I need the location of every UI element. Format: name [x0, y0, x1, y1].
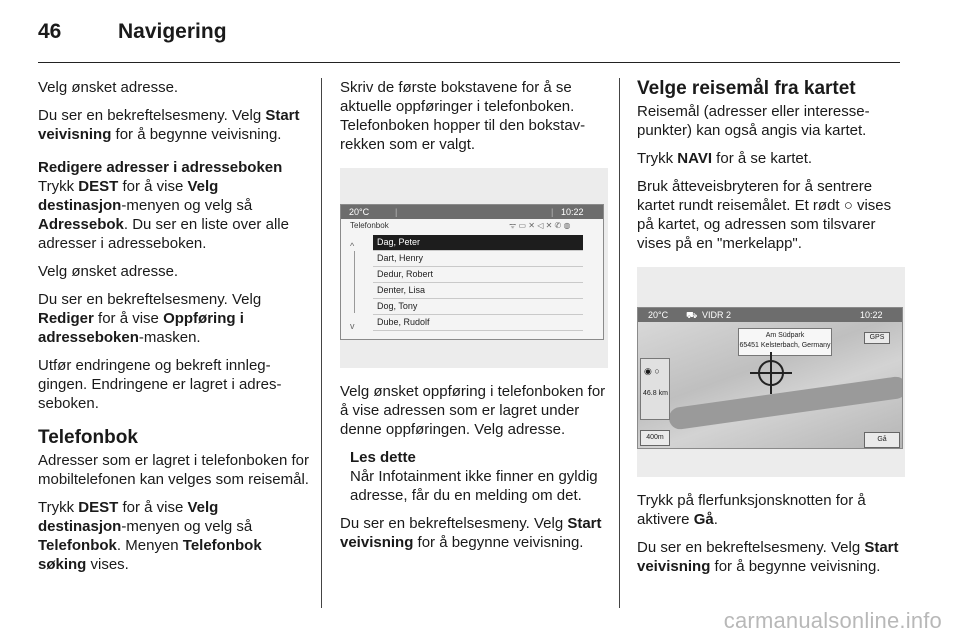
paragraph: Du ser en bekreftelsesmeny. Velg Rediger for å vise Oppføring i adresseboken-masken. [38, 291, 262, 346]
paragraph: Du ser en bekreftelsesmeny. Velg Start veivisning for å begynne veivisning. [340, 515, 602, 551]
paragraph: Adresser som er lagret i telefonboken for mobiltelefonen kan velges som reisemål. [38, 452, 309, 488]
screen-subtitle: Telefonbok ᯤ ▭ ✕ ◁ ✕ ✆ ◍ [350, 221, 571, 230]
chevron-up-icon: ^ [350, 241, 355, 251]
section-heading: Telefonbok [38, 427, 138, 448]
temperature: 20°C [349, 207, 370, 217]
infotainment-screen [340, 204, 604, 340]
note-title: Les dette [350, 449, 416, 466]
paragraph: Trykk NAVI for å se kartet. [637, 150, 813, 167]
address-label: Am Südpark 65451 Kelsterbach, Germany [738, 328, 832, 356]
paragraph: Trykk på flerfunksjonsknotten for å aktivere Gå. [637, 492, 866, 528]
paragraph: Skriv de første bokstavene for å se aktuelle oppføringer i telefonboken. Telefonboken hopper til den bokstavrekken som er valgt. [340, 79, 586, 153]
chevron-down-icon: v [350, 321, 355, 331]
scrollbar[interactable] [349, 237, 361, 331]
watermark: carmanualsonline.info [723, 608, 942, 633]
road-name: VIDR 2 [702, 310, 732, 320]
list-item[interactable]: Dube, Rudolf [373, 315, 583, 331]
infotainment-screen [637, 307, 903, 449]
column-2 [340, 78, 608, 561]
paragraph: Trykk DEST for å vise Velg destinasjon-menyen og velg så Telefonbok. Menyen Telefonbok søking vises. [38, 499, 262, 573]
section-heading: Velge reisemål fra kartet [637, 78, 856, 99]
map-screenshot [637, 267, 905, 477]
paragraph: Bruk åtteveisbryteren for å sentrere kartet rundt reisemålet. Et rødt ○ vises på kartet, og adressen som tilsvarer vises på en "merkelapp". [637, 178, 892, 252]
paragraph: Du ser en bekreftelsesmeny. Velg Start veivisning for å begynne veivisning. [38, 107, 300, 143]
side-panel [640, 358, 670, 420]
page-header [38, 20, 900, 63]
distance-readout: 46.8 km [643, 390, 668, 397]
phonebook-list [373, 235, 583, 331]
page-title: Navigering [118, 20, 227, 43]
phonebook-screenshot [340, 168, 608, 368]
paragraph: Velg ønsket adresse. [38, 263, 179, 280]
column-3 [637, 78, 905, 585]
river [668, 375, 903, 430]
gps-button[interactable]: GPS [864, 332, 890, 344]
clock: 10:22 [860, 310, 883, 320]
list-item[interactable]: Dart, Henry [373, 251, 583, 267]
go-button[interactable]: Gå [864, 432, 900, 448]
section-heading: Redigere adresser i adresseboken [38, 159, 283, 176]
list-item[interactable]: Dag, Peter [373, 235, 583, 251]
status-bar [638, 308, 902, 322]
column-divider [321, 78, 322, 608]
page-number: 46 [38, 20, 62, 43]
compass-icon: ◉ ○ [644, 366, 660, 376]
column-1 [38, 78, 310, 583]
list-item[interactable]: Dog, Tony [373, 299, 583, 315]
paragraph: Trykk DEST for å vise Velg destinasjon-menyen og velg så Adressebok. Du ser en liste over alle adresser i adresseboken. [38, 178, 289, 252]
crosshair-icon [758, 360, 784, 386]
status-bar: 20°C | | 10:22 [341, 205, 603, 219]
temperature: 20°C [648, 310, 669, 320]
list-item[interactable]: Denter, Lisa [373, 283, 583, 299]
paragraph: Velg ønsket adresse. [38, 79, 179, 96]
list-item[interactable]: Dedur, Robert [373, 267, 583, 283]
note-box [350, 448, 608, 505]
paragraph: Reisemål (adresser eller interessepunkter) kan også angis via kartet. [637, 103, 870, 139]
paragraph: Utfør endringene og bekreft innleggingen. Endringene er lagret i adresseboken. [38, 357, 282, 412]
scale-readout: 400m [640, 430, 670, 446]
car-icon: ⛟ [686, 310, 698, 320]
paragraph: Du ser en bekreftelsesmeny. Velg Start veivisning for å begynne veivisning. [637, 539, 899, 575]
column-divider [619, 78, 620, 608]
note-text: Når Infotainment ikke finner en gyldig adresse, får du en melding om det. [350, 468, 598, 504]
signal-icon: ᯤ ▭ ✕ ◁ ✕ ✆ ◍ [509, 221, 571, 230]
paragraph: Velg ønsket oppføring i telefonboken for å vise adressen som er lagret under denne oppføringen. Velg adresse. [340, 383, 606, 438]
clock: 10:22 [561, 207, 584, 217]
